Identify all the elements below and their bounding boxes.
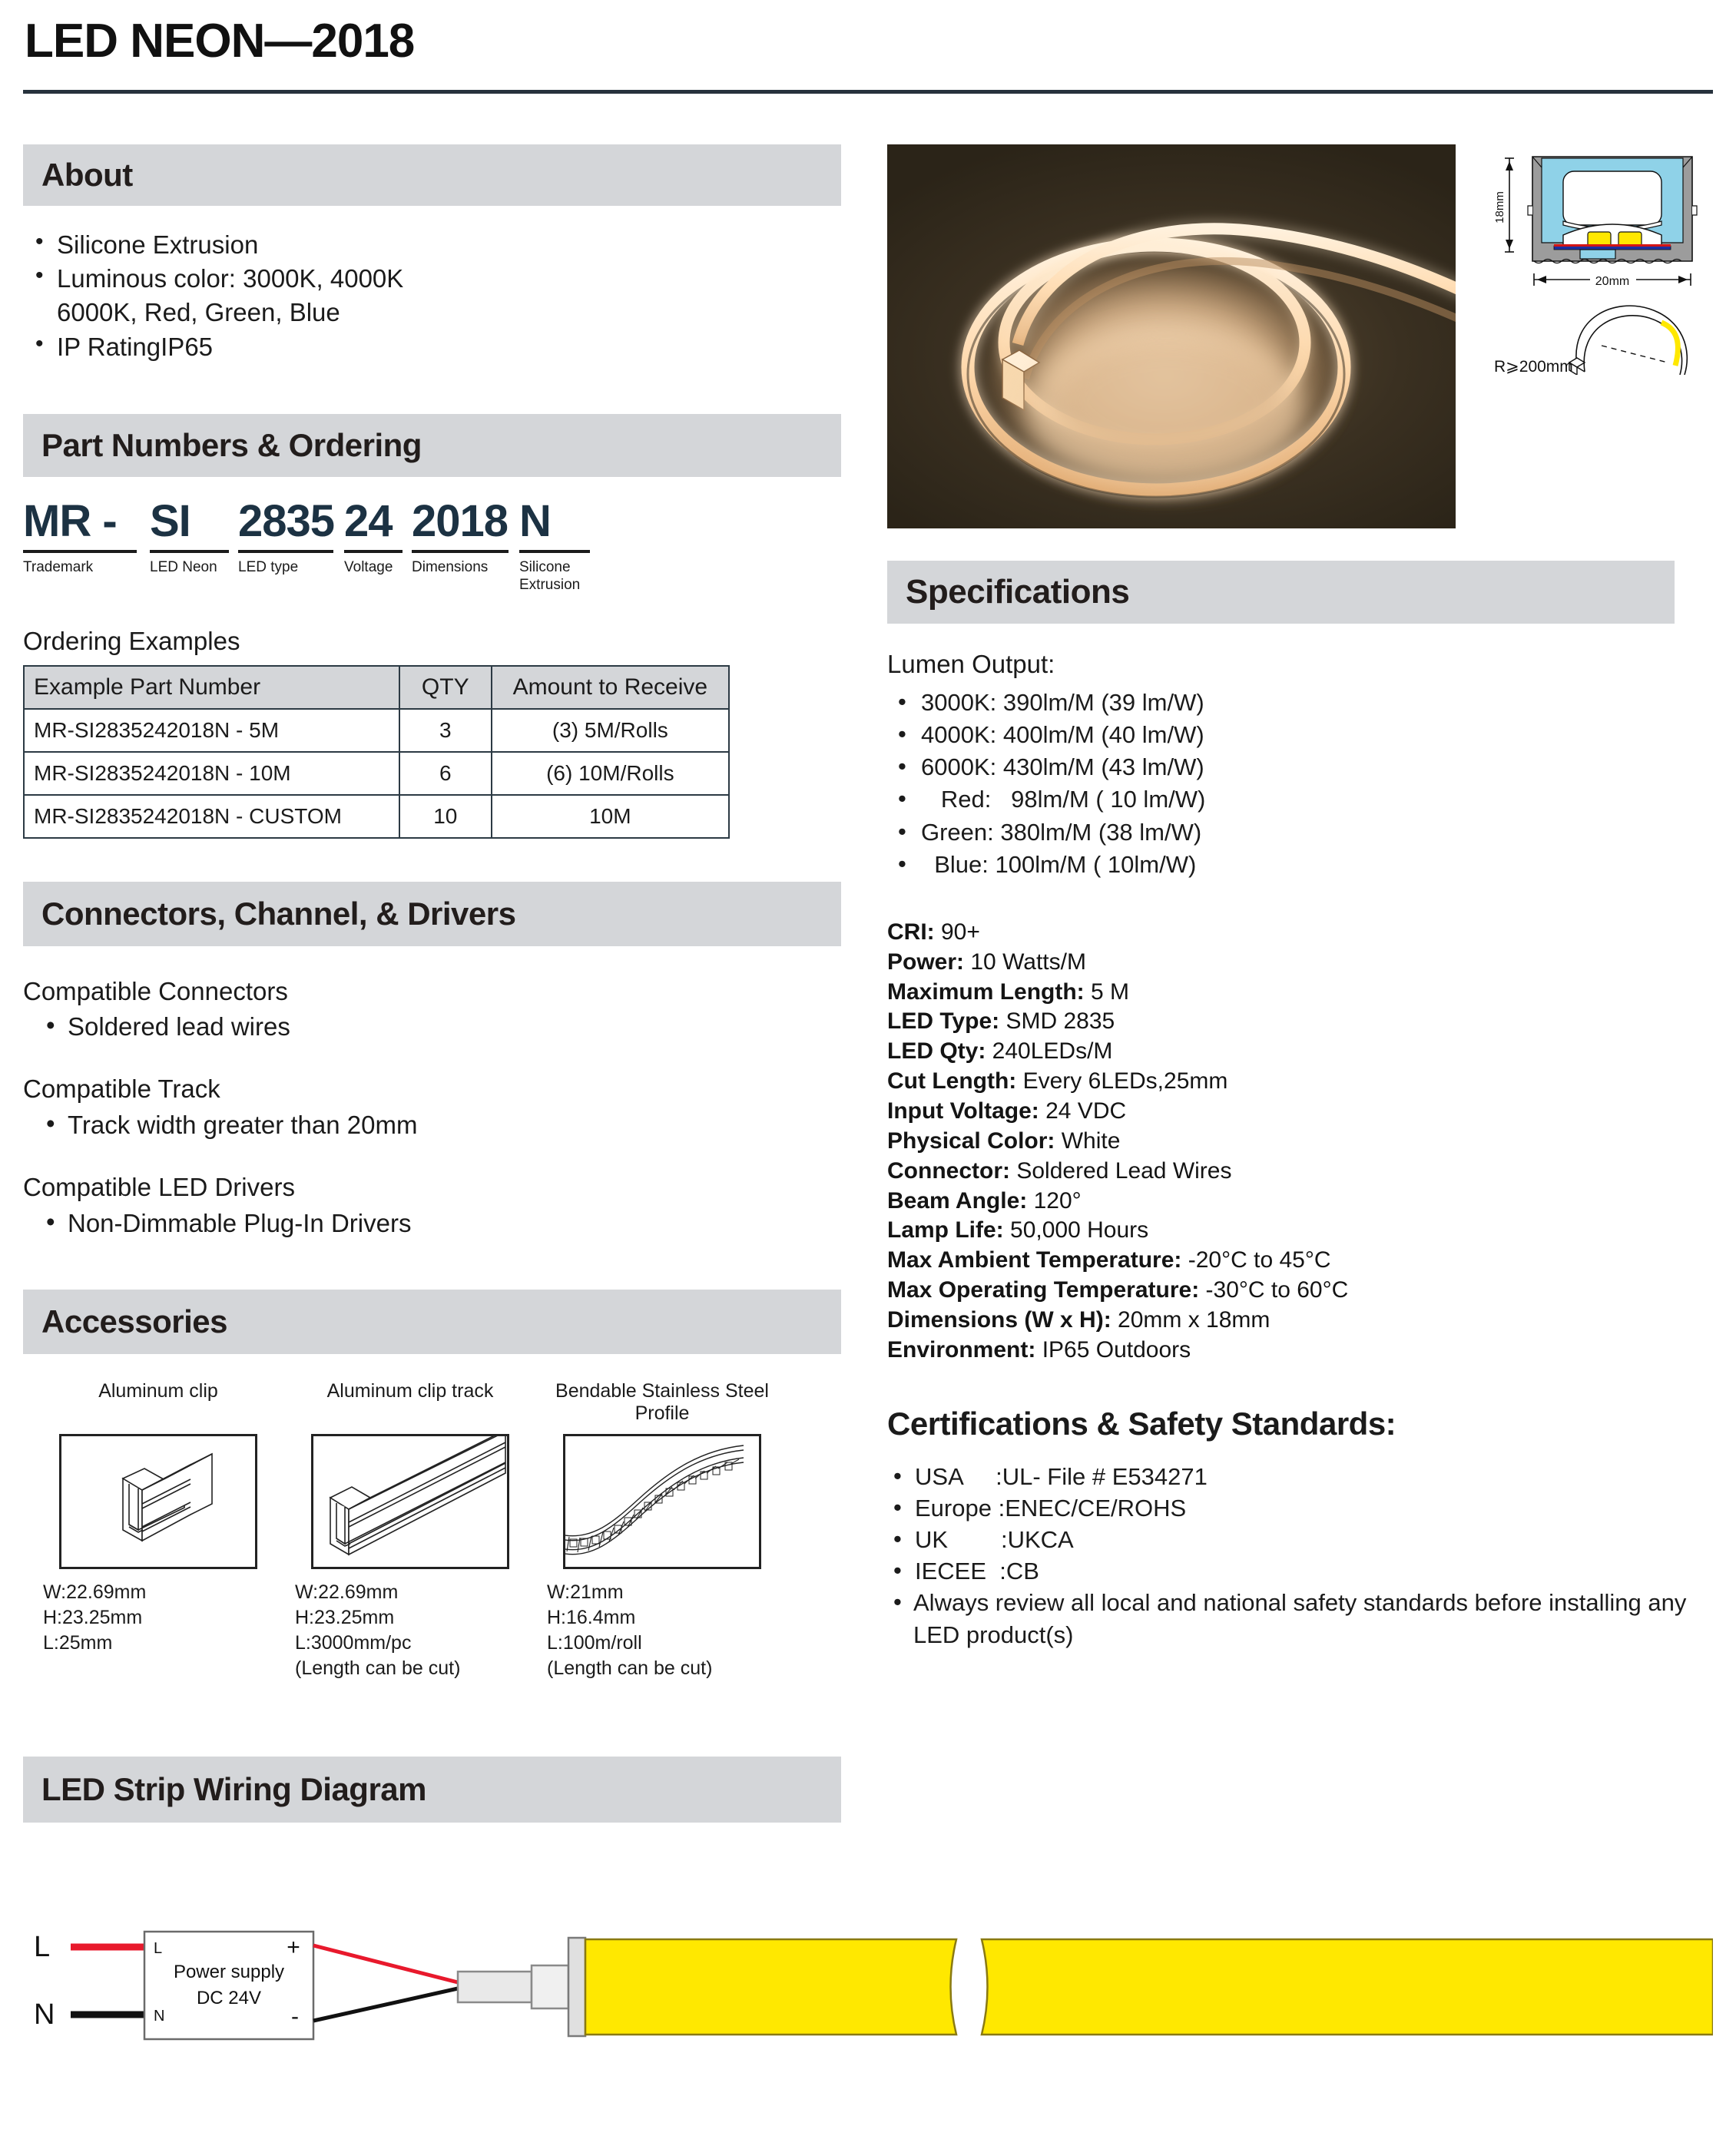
spec-value: 90+ xyxy=(934,919,980,945)
section-header-specifications xyxy=(887,561,1675,624)
bullet-icon: • xyxy=(893,1462,902,1489)
connector-group-item xyxy=(23,1011,841,1044)
lumen-value: 4000K: 400lm/M (40 lm/W) xyxy=(921,721,1204,749)
bullet-icon: • xyxy=(35,229,44,254)
specification-details xyxy=(887,918,1713,1366)
dim-line: L:3000mm/pc xyxy=(295,1631,412,1654)
connector-item-text: Soldered lead wires xyxy=(68,1012,290,1041)
bullet-icon: • xyxy=(898,785,906,813)
strip-end-cap-left xyxy=(568,1938,585,2036)
list-item xyxy=(887,1461,1713,1492)
spec-row xyxy=(887,1187,1713,1217)
right-column xyxy=(887,94,1713,1823)
lumen-output-title: Lumen Output: xyxy=(887,650,1055,678)
certification-text: Always review all local and national safety standards before installing any LED product(s) xyxy=(913,1589,1687,1648)
positive-output-wire xyxy=(313,1945,458,1982)
table-row xyxy=(24,752,729,795)
spec-row xyxy=(887,1007,1713,1037)
list-item xyxy=(887,719,1713,751)
dim-line: L:100m/roll xyxy=(547,1631,642,1654)
psu-positive-label: + xyxy=(287,1934,300,1960)
spec-value: 5 M xyxy=(1084,978,1130,1005)
spec-value: -30°C to 60°C xyxy=(1199,1277,1349,1303)
bullet-icon: • xyxy=(46,1207,55,1236)
spacer xyxy=(23,1142,841,1171)
spec-key: Dimensions (W x H): xyxy=(887,1306,1112,1333)
spec-row xyxy=(887,1067,1713,1097)
accessory-aluminum-clip-track xyxy=(295,1380,525,1681)
section-header-wiring xyxy=(23,1757,841,1823)
list-item xyxy=(887,849,1713,881)
bullet-icon: • xyxy=(35,263,44,289)
certifications-list xyxy=(887,1461,1713,1651)
dim-line: H:23.25mm xyxy=(295,1606,395,1628)
spec-row xyxy=(887,1127,1713,1157)
spec-key: Physical Color: xyxy=(887,1127,1055,1154)
list-item xyxy=(887,1587,1713,1650)
negative-output-wire xyxy=(313,1988,458,2021)
psu-title: Power supply xyxy=(173,1961,285,1982)
pn-label: Dimensions xyxy=(412,558,489,575)
pn-label: Trademark xyxy=(23,558,94,575)
spec-key: Max Ambient Temperature: xyxy=(887,1247,1182,1273)
dim-line: H:23.25mm xyxy=(43,1606,143,1628)
bullet-icon: • xyxy=(893,1588,902,1616)
pn-code: MR - xyxy=(23,495,128,546)
column-header-amount: Amount to Receive xyxy=(492,666,729,709)
accessory-image-frame xyxy=(59,1434,257,1569)
list-item xyxy=(887,1492,1713,1524)
pn-segment-voltage xyxy=(344,495,412,577)
neon-coil-illustration xyxy=(887,144,1456,528)
spec-key: Maximum Length: xyxy=(887,978,1085,1005)
product-photo xyxy=(887,144,1456,528)
connector-group-item xyxy=(23,1207,841,1240)
aluminum-clip-icon xyxy=(61,1436,257,1569)
dim-line: W:21mm xyxy=(547,1581,624,1603)
about-item-text: Silicone Extrusion xyxy=(57,230,259,259)
page-title: LED NEON—2018 xyxy=(25,15,415,68)
accessories-row xyxy=(23,1380,841,1681)
connectors-body xyxy=(23,975,841,1240)
bullet-icon: • xyxy=(898,817,906,845)
about-heading: About xyxy=(41,157,133,193)
line-terminal-label: L xyxy=(34,1930,51,1963)
dim-line: W:22.69mm xyxy=(295,1581,399,1603)
spec-value: White xyxy=(1055,1127,1121,1154)
accessory-dims xyxy=(295,1580,525,1681)
wiring-diagram xyxy=(23,1892,1713,2061)
pn-code: 24 xyxy=(344,495,404,546)
spec-key: Connector: xyxy=(887,1157,1010,1184)
bullet-icon: • xyxy=(898,688,906,715)
spec-value: IP65 Outdoors xyxy=(1035,1336,1191,1363)
connector-group-item xyxy=(23,1109,841,1142)
spec-value: SMD 2835 xyxy=(999,1008,1115,1035)
spec-value: 120° xyxy=(1027,1187,1082,1214)
accessory-name: Aluminum clip track xyxy=(326,1379,494,1402)
list-item xyxy=(887,783,1713,816)
cell-amount: (6) 10M/Rolls xyxy=(492,752,729,795)
dim-line: W:22.69mm xyxy=(43,1581,147,1603)
accessory-dims xyxy=(547,1580,777,1681)
lumen-output-list xyxy=(887,687,1713,881)
wiring-heading: LED Strip Wiring Diagram xyxy=(41,1770,427,1807)
certifications-heading: Certifications & Safety Standards: xyxy=(887,1405,1396,1442)
accessory-dims xyxy=(43,1580,273,1656)
cell-part-number: MR-SI2835242018N - CUSTOM xyxy=(24,795,399,838)
accessory-bendable-steel-profile xyxy=(547,1380,777,1681)
list-item xyxy=(23,263,841,295)
pn-label: Silicone Extrusion xyxy=(519,558,581,593)
psu-subtitle: DC 24V xyxy=(196,1987,262,2008)
pn-underline xyxy=(412,550,509,553)
spec-row xyxy=(887,1037,1713,1067)
list-item xyxy=(887,751,1713,783)
spec-row xyxy=(887,1157,1713,1187)
left-column xyxy=(23,94,841,1823)
spec-value: 20mm x 18mm xyxy=(1111,1306,1271,1333)
bullet-icon: • xyxy=(893,1525,902,1553)
table-row xyxy=(24,709,729,752)
column-header-qty: QTY xyxy=(399,666,492,709)
section-header-connectors xyxy=(23,882,841,946)
cell-part-number: MR-SI2835242018N - 5M xyxy=(24,709,399,752)
spec-value: 50,000 Hours xyxy=(1003,1217,1149,1243)
lumen-value: 6000K: 430lm/M (43 lm/W) xyxy=(921,753,1204,781)
connector-group-head: Compatible Connectors xyxy=(23,976,288,1005)
accessory-image-frame xyxy=(311,1434,509,1569)
connector-group-head: Compatible Track xyxy=(23,1074,220,1104)
spec-key: Environment: xyxy=(887,1336,1036,1363)
bendable-steel-profile-icon xyxy=(565,1436,761,1569)
cross-section-diagram xyxy=(1486,144,1713,375)
dim-line: (Length can be cut) xyxy=(295,1657,461,1679)
column-header-part-number: Example Part Number xyxy=(24,666,399,709)
section-header-accessories xyxy=(23,1290,841,1354)
pn-underline xyxy=(150,550,229,553)
bend-radius-label: R⩾200mm xyxy=(1494,358,1573,375)
pn-code: 2835 xyxy=(238,495,346,546)
spec-row xyxy=(887,1246,1713,1276)
bullet-icon: • xyxy=(893,1557,902,1584)
spec-row xyxy=(887,1336,1713,1366)
list-item xyxy=(23,229,841,261)
spec-value: Every 6LEDs,25mm xyxy=(1016,1068,1228,1094)
pn-segment-led-neon xyxy=(150,495,238,577)
accessory-name: Aluminum clip xyxy=(98,1379,218,1402)
pn-underline xyxy=(23,550,137,553)
psu-n-label: N xyxy=(154,2007,165,2025)
about-item-continuation: 6000K, Red, Green, Blue xyxy=(57,298,340,327)
ordering-examples-title: Ordering Examples xyxy=(23,626,240,655)
spec-row xyxy=(887,1216,1713,1246)
pn-segment-dimensions xyxy=(412,495,519,577)
part-numbers-heading: Part Numbers & Ordering xyxy=(41,426,422,463)
accessory-name: Bendable Stainless Steel Profile xyxy=(555,1379,769,1425)
pn-code: 2018 xyxy=(412,495,520,546)
neutral-terminal-label: N xyxy=(34,1998,55,2031)
spec-value: Soldered Lead Wires xyxy=(1010,1157,1232,1184)
bullet-icon: • xyxy=(893,1493,902,1521)
part-number-breakdown xyxy=(23,495,841,594)
cell-part-number: MR-SI2835242018N - 10M xyxy=(24,752,399,795)
spec-key: Power: xyxy=(887,949,965,975)
spec-value: 24 VDC xyxy=(1039,1098,1127,1124)
lumen-value: Blue: 100lm/M ( 10lm/W) xyxy=(921,850,1197,878)
table-row xyxy=(24,795,729,838)
pn-label: LED Neon xyxy=(150,558,217,575)
width-dimension-label: 20mm xyxy=(1595,275,1630,288)
certification-text: USA :UL- File # E534271 xyxy=(915,1462,1208,1490)
section-header-part-numbers xyxy=(23,414,841,477)
pn-segment-silicone xyxy=(519,495,604,594)
spec-value: 240LEDs/M xyxy=(986,1038,1113,1065)
bullet-icon: • xyxy=(898,849,906,877)
list-item xyxy=(887,687,1713,719)
strip-end-cap xyxy=(532,1965,568,2008)
spec-key: Cut Length: xyxy=(887,1068,1017,1094)
pn-segment-trademark xyxy=(23,495,150,577)
table-header-row xyxy=(24,666,729,709)
spec-row xyxy=(887,1276,1713,1306)
aluminum-clip-track-icon xyxy=(313,1436,509,1569)
pn-label: Voltage xyxy=(344,558,393,575)
pn-code: N xyxy=(519,495,551,546)
psu-negative-label: - xyxy=(291,2003,299,2029)
cell-amount: (3) 5M/Rolls xyxy=(492,709,729,752)
pn-underline xyxy=(344,550,403,553)
lumen-value: Red: 98lm/M ( 10 lm/W) xyxy=(921,786,1206,813)
ordering-table xyxy=(23,665,730,839)
bullet-icon: • xyxy=(35,330,44,356)
dim-line: (Length can be cut) xyxy=(547,1657,713,1679)
pn-label: LED type xyxy=(238,558,299,575)
certification-text: UK :UKCA xyxy=(915,1526,1074,1554)
cell-qty: 6 xyxy=(399,752,492,795)
content-columns xyxy=(23,94,1713,1823)
led-strip-segment xyxy=(585,1939,956,2035)
cell-qty: 3 xyxy=(399,709,492,752)
spacer xyxy=(23,1044,841,1073)
lumen-value: Green: 380lm/M (38 lm/W) xyxy=(921,818,1202,846)
spec-key: LED Qty: xyxy=(887,1038,986,1065)
section-header-about xyxy=(23,144,841,206)
lumen-value: 3000K: 390lm/M (39 lm/W) xyxy=(921,689,1204,716)
hero-row xyxy=(887,144,1713,528)
spec-key: LED Type: xyxy=(887,1008,1000,1035)
certification-text: IECEE :CB xyxy=(915,1558,1039,1585)
pn-underline xyxy=(238,550,333,553)
spec-row xyxy=(887,978,1713,1008)
dim-line: L:25mm xyxy=(43,1631,113,1654)
list-item xyxy=(23,331,841,363)
pn-underline xyxy=(519,550,590,553)
certification-text: Europe :ENEC/CE/ROHS xyxy=(915,1494,1187,1522)
bullet-icon: • xyxy=(898,720,906,748)
wiring-diagram-svg xyxy=(23,1892,1713,2061)
cell-amount: 10M xyxy=(492,795,729,838)
spec-key: Lamp Life: xyxy=(887,1217,1004,1243)
spec-value: -20°C to 45°C xyxy=(1181,1247,1331,1273)
dim-line: H:16.4mm xyxy=(547,1606,636,1628)
bullet-icon: • xyxy=(898,753,906,780)
height-dimension-label: 18mm xyxy=(1493,191,1506,224)
psu-l-label: L xyxy=(154,1939,163,1957)
cell-qty: 10 xyxy=(399,795,492,838)
about-item-text: Luminous color: 3000K, 4000K xyxy=(57,264,404,293)
spec-key: Input Voltage: xyxy=(887,1098,1039,1124)
about-list xyxy=(23,229,841,363)
spec-row xyxy=(887,1306,1713,1336)
connector-item-text: Track width greater than 20mm xyxy=(68,1111,418,1140)
accessory-aluminum-clip xyxy=(43,1380,273,1681)
list-item xyxy=(887,1555,1713,1587)
spec-key: CRI: xyxy=(887,919,935,945)
connectors-heading: Connectors, Channel, & Drivers xyxy=(41,895,516,932)
bullet-icon: • xyxy=(46,1109,55,1138)
bullet-icon: • xyxy=(46,1011,55,1040)
led-strip-segment xyxy=(982,1939,1713,2035)
accessory-image-frame xyxy=(563,1434,761,1569)
spec-value: 10 Watts/M xyxy=(964,949,1086,975)
list-item xyxy=(887,816,1713,849)
bend-radius-diagram xyxy=(1569,306,1687,375)
spec-row xyxy=(887,918,1713,948)
spec-key: Beam Angle: xyxy=(887,1187,1028,1214)
spec-row xyxy=(887,1097,1713,1127)
list-item xyxy=(887,1524,1713,1555)
about-item-text: IP RatingIP65 xyxy=(57,332,214,361)
technical-drawings xyxy=(1486,144,1713,379)
specifications-heading: Specifications xyxy=(906,573,1130,611)
connector-group-head: Compatible LED Drivers xyxy=(23,1173,295,1202)
accessories-heading: Accessories xyxy=(41,1303,228,1339)
spec-key: Max Operating Temperature: xyxy=(887,1277,1200,1303)
connector-item-text: Non-Dimmable Plug-In Drivers xyxy=(68,1208,412,1237)
pn-segment-led-type xyxy=(238,495,344,577)
pn-code: SI xyxy=(150,495,202,546)
wire-connector xyxy=(458,1972,532,2002)
spec-row xyxy=(887,948,1713,978)
